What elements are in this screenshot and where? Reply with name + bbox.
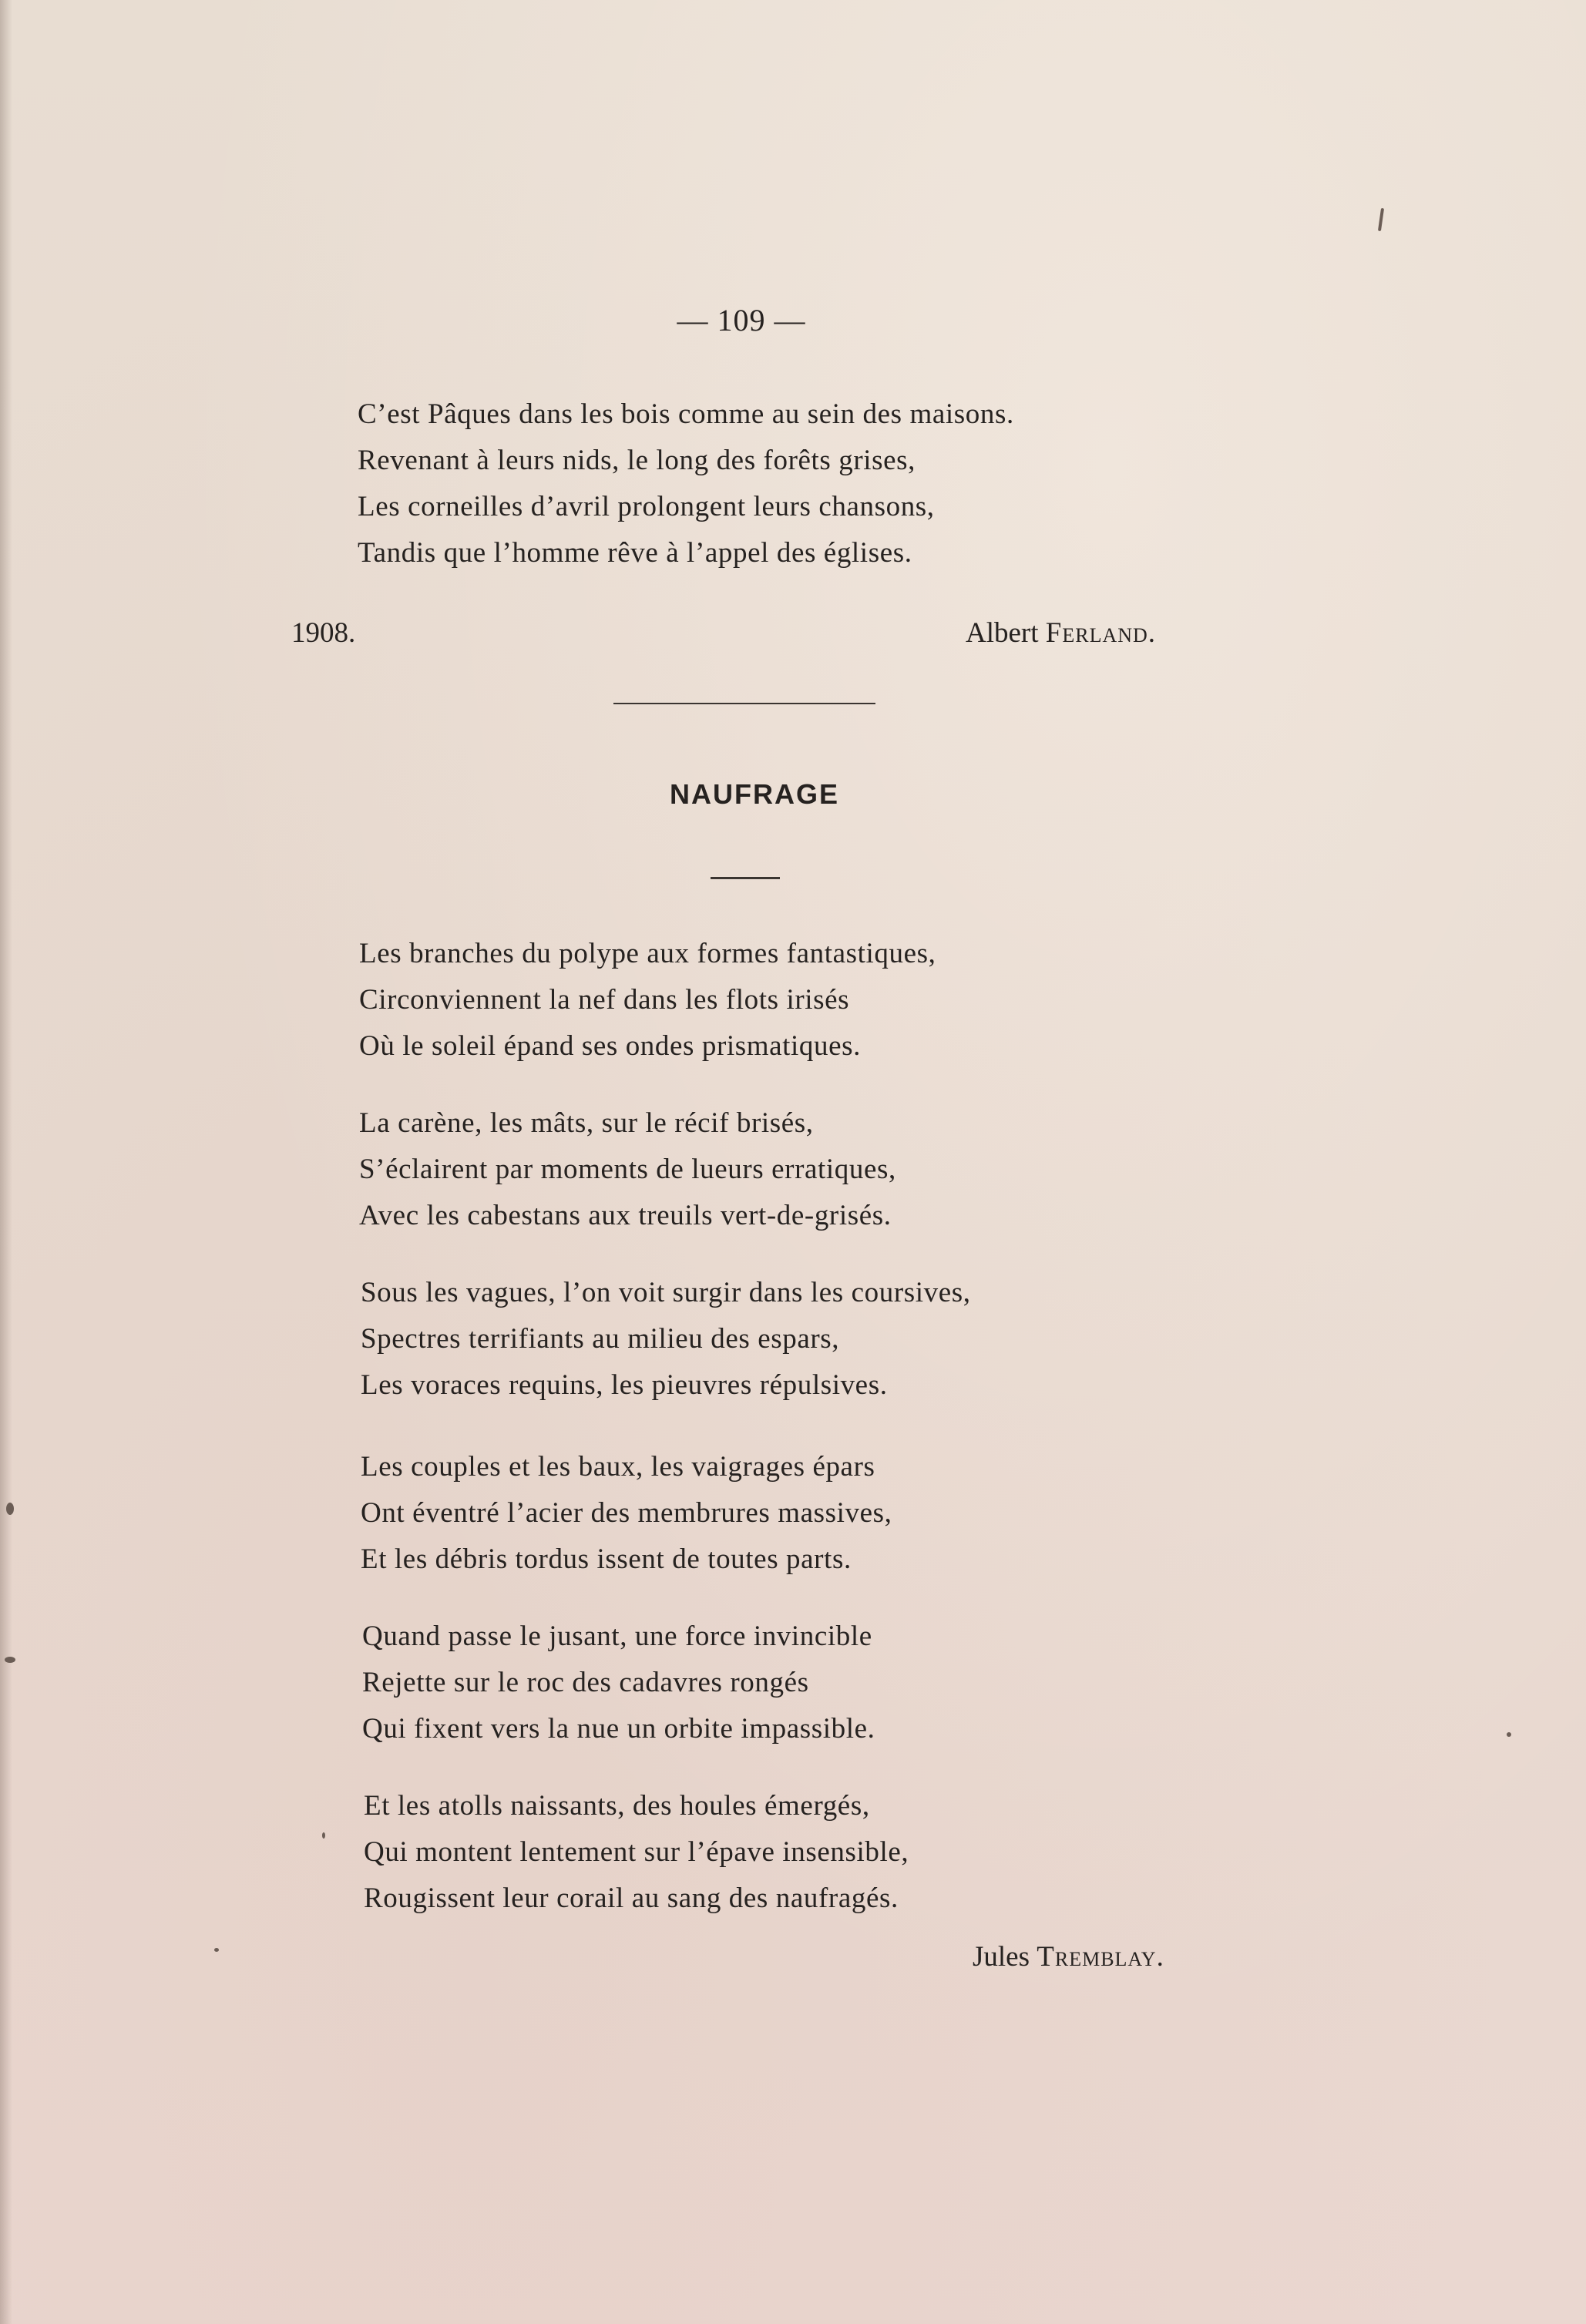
poem-stanza-4 (361, 1444, 892, 1583)
verse-line: S’éclairent par moments de lueurs erratiques, (359, 1154, 896, 1185)
verse-line: Les corneilles d’avril prolongent leurs chansons, (358, 491, 935, 522)
verse-line: Circonviennent la nef dans les flots irisés (359, 984, 850, 1016)
verse-line: Tandis que l’homme rêve à l’appel des églises. (358, 537, 912, 569)
verse-line: Les branches du polype aux formes fantastiques, (359, 938, 936, 969)
poem-author (973, 1940, 1164, 1973)
verse-line: Quand passe le jusant, une force invincible (362, 1620, 872, 1652)
author-first-name: Jules (973, 1941, 1030, 1973)
verse-line: Et les débris tordus issent de toutes parts. (361, 1543, 852, 1575)
paper-speck (6, 1503, 14, 1515)
verse-line: Revenant à leurs nids, le long des forêts grises, (358, 445, 916, 476)
paper-speck (1507, 1732, 1511, 1737)
page-left-edge (0, 0, 12, 2324)
verse-line: Qui fixent vers la nue un orbite impassible. (362, 1713, 875, 1745)
verse-line: Qui montent lentement sur l’épave insensible, (364, 1836, 909, 1868)
poem-title: NAUFRAGE (670, 778, 839, 810)
verse-line: Rougissent leur corail au sang des naufragés. (364, 1882, 899, 1914)
author-first-name: Albert (966, 617, 1039, 649)
previous-poem-stanza (358, 391, 1014, 576)
page-number: — 109 — (677, 303, 806, 338)
poem-stanza-3 (361, 1270, 971, 1409)
verse-line: Ont éventré l’acier des membrures massives, (361, 1497, 892, 1529)
paper-speck (214, 1948, 219, 1952)
verse-line: C’est Pâques dans les bois comme au sein des maisons. (358, 398, 1014, 430)
previous-poem-author (966, 616, 1156, 650)
paper-mark (1378, 208, 1384, 231)
verse-line: La carène, les mâts, sur le récif brisés, (359, 1107, 814, 1139)
verse-line: Les voraces requins, les pieuvres répulsives. (361, 1369, 888, 1401)
verse-line: Et les atolls naissants, des houles émergés, (364, 1790, 870, 1822)
poem-stanza-2 (359, 1100, 896, 1239)
author-last-name: Tremblay. (1037, 1941, 1164, 1973)
paper-speck (322, 1832, 325, 1839)
verse-line: Rejette sur le roc des cadavres rongés (362, 1667, 809, 1698)
verse-line: Où le soleil épand ses ondes prismatiques. (359, 1030, 862, 1062)
verse-line: Sous les vagues, l’on voit surgir dans les coursives, (361, 1277, 971, 1308)
poem-stanza-5 (362, 1614, 875, 1752)
verse-line: Spectres terrifiants au milieu des espars, (361, 1323, 840, 1355)
poem-stanza-6 (364, 1783, 909, 1922)
verse-line: Avec les cabestans aux treuils vert-de-grisés. (359, 1200, 892, 1231)
author-last-name: Ferland. (1045, 617, 1157, 649)
paper-speck (5, 1657, 15, 1663)
poem-stanza-1 (359, 931, 936, 1070)
title-rule (711, 877, 780, 879)
section-divider (613, 703, 875, 704)
verse-line: Les couples et les baux, les vaigrages épars (361, 1451, 875, 1483)
previous-poem-date: 1908. (291, 617, 356, 649)
